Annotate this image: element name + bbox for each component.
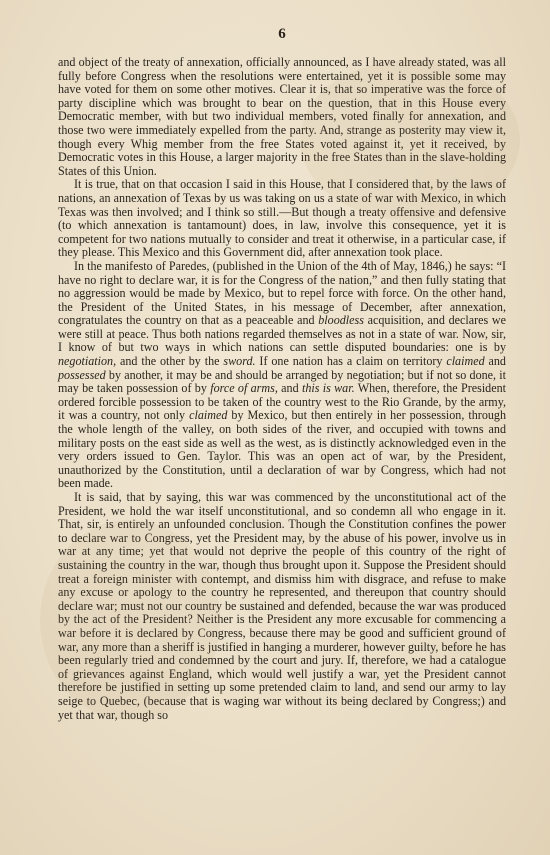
- text-run: by Mexico, but then entirely in her possession, through the whole length of the valley, on both sides of the river, and occupied with towns and military posts on the east side as well as the west, as is distinctly acknowledged even in the very orders issued to Gen. Taylor. This was an open act of war, by the President, unauthorized by the Constitution, until a declaration of war by Congress, which had not been made.: [58, 408, 507, 491]
- text-run: and: [277, 381, 302, 396]
- text-run: It is said, that by saying, this war was commenced by the unconstitutional act of the President, we hold the war itself unconstitutional, and so condemn all who engage in it. That, sir, is entirely an unfounded conclusion. Though the Constitution confines the power to declare war to Congress, yet the President may, by the abuse of his power, involve us in war at any time; yet that would not deprive the people of this country of the right of sustaining the country in the war, though thus brought upon it. Suppose the President should treat a foreign minister with contempt, and dismiss him with disgrace, and refuse to make any excuse or apology to the country he represented, and thereupon that country should declare war; must not our country be sustained and defended, because the war was produced by the act of the President? Neither is the President any more excusable for commencing a war before it is declared by Congress, because there may be good and sufficient ground of war, any more than a sheriff is justified in hanging a murderer, however guilty, before he has been regularly tried and condemned by the court and jury. If, therefore, we had a catalogue of grievances against England, which would well justify a war, yet the President cannot therefore be justified in setting up some pretended claim to land, and send our army to lay seige to Quebec, (because that is waging war without its being declared by Congress;) and yet that war, though so: [58, 490, 506, 722]
- text-run: and object of the treaty of annexation, officially announced, as I have already stated, was all fully before Congress when the resolutions were entertained, yet it is possible some may have voted for them on some other motives. Clear it is, that so imperative was the force of party discipline which was brought to bear on the question, that in this House every Democratic member, with but two individual members, voted finally for annexation, and those two were immediately expelled from the party. And, strange as posterity may view it, though every Whig member from the free States voted against it, yet it received, by Democratic votes in this House, a larger majority in the free States than in the slave-holding States of this Union.: [58, 55, 506, 178]
- italic-text: negotiation,: [58, 354, 117, 369]
- paragraph: [58, 178, 506, 260]
- body-text: [58, 56, 506, 722]
- text-run: acquisition, and declares we were still at peace. Thus both nations regarded themselves as not in a state of war. Now, sir, I know of but two ways in which nations can settle disputed boundaries: one is by: [58, 313, 506, 355]
- italic-text: this is war.: [301, 381, 355, 396]
- italic-text: possessed: [58, 367, 106, 382]
- paragraph: [58, 56, 506, 178]
- page-number: 6: [278, 26, 286, 42]
- text-run: When, therefore, the President ordered forcible possession to be taken of the country west to the Rio Grande, by the army, it was a country, not only: [58, 381, 506, 423]
- paragraph: [58, 260, 506, 491]
- text-run: If one nation has a claim on territory: [255, 354, 447, 369]
- paragraph: [58, 491, 506, 722]
- italic-text: sword.: [223, 354, 256, 369]
- italic-text: bloodless: [318, 313, 364, 328]
- text-run: In the manifesto of Paredes, (published in the Union of the 4th of May, 1846,) he says: “I have no right to declare war, it is for the Congress of the nation,” and then fully stating that no aggression would be made by Mexico, but to repel force with force. On the other hand, the President of the United States, in his message of December, after annexation, congratulates the country on that as a peaceable and: [58, 258, 506, 328]
- text-run: It is true, that on that occasion I said in this House, that I considered that, by the laws of nations, an annexation of Texas by us was taking on us a state of war with Mexico, in which Texas was then involved; and I think so still.—But though a treaty offensive and defensive (to which annexation is tantamount) does, in law, involve this consequence, yet it is competent for two nations mutually to consider and treat it otherwise, in a particular case, if they please. This Mexico and this Government did, after annexation took place.: [58, 177, 506, 260]
- italic-text: force of arms,: [210, 381, 278, 396]
- text-run: and the other by the: [116, 354, 224, 369]
- text-run: by another, it may be and should be arranged by negotiation; but if not so done, it may be taken possession of by: [58, 367, 506, 396]
- text-run: and: [484, 354, 506, 369]
- italic-text: claimed: [189, 408, 228, 423]
- italic-text: claimed: [446, 354, 485, 369]
